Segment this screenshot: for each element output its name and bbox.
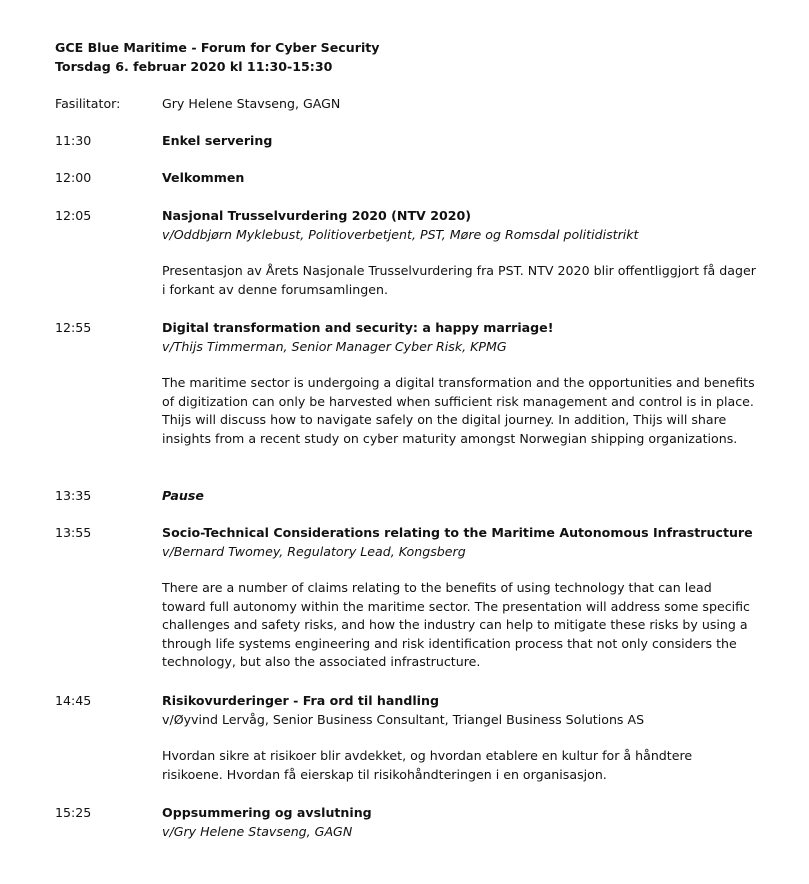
description-line: Hvordan sikre at risikoer blir avdekket, og hvordan etablere en kultur for å håndtere: [162, 748, 693, 763]
agenda-time: 12:00: [55, 170, 92, 185]
description-line: The maritime sector is undergoing a digital transformation and the opportunities and benefits: [162, 375, 755, 390]
agenda-title: Pause: [162, 488, 204, 503]
agenda-time: 12:05: [55, 208, 92, 223]
agenda-title: Digital transformation and security: a happy marriage!: [162, 320, 554, 335]
description-line: technology, but also the associated infrastructure.: [162, 654, 481, 670]
description-line: through life systems engineering and risk identification process that not only considers the: [162, 635, 737, 651]
agenda-time: 11:30: [55, 133, 92, 148]
event-title: GCE Blue Maritime - Forum for Cyber Security: [55, 40, 380, 55]
description-line: i forkant av denne forumsamlingen.: [162, 281, 388, 297]
description-line: Thijs will discuss how to navigate safely on the digital journey. In addition, Thijs will share: [162, 412, 727, 428]
agenda-speaker: v/Thijs Timmerman, Senior Manager Cyber Risk, KPMG: [162, 339, 507, 354]
agenda-time: 13:35: [55, 488, 92, 503]
agenda-speaker: v/Øyvind Lervåg, Senior Business Consultant, Triangel Business Solutions AS: [162, 712, 645, 727]
description-line: toward full autonomy within the maritime sector. The presentation will address some specific: [162, 598, 750, 614]
document-heading: [55, 38, 380, 76]
agenda-speaker: v/Oddbjørn Myklebust, Politioverbetjent, PST, Møre og Romsdal politidistrikt: [162, 227, 639, 242]
agenda-description: [162, 579, 762, 672]
facilitator-name: Gry Helene Stavseng, GAGN: [162, 96, 341, 111]
agenda-description: [162, 747, 762, 784]
agenda-speaker: v/Bernard Twomey, Regulatory Lead, Kongsberg: [162, 544, 466, 559]
description-line: of digitization can only be harvested when sufficient risk management and control is in place.: [162, 393, 754, 409]
description-line: There are a number of claims relating to the benefits of using technology that can lead: [162, 580, 712, 595]
agenda-time: 14:45: [55, 693, 92, 708]
description-line: insights from a recent study on cyber maturity amongst Norwegian shipping organizations.: [162, 430, 738, 446]
description-line: risikoene. Hvordan få eierskap til risikohåndteringen i en organisasjon.: [162, 766, 607, 782]
agenda-time: 15:25: [55, 805, 92, 820]
agenda-speaker: v/Gry Helene Stavseng, GAGN: [162, 824, 353, 839]
agenda-title: Socio-Technical Considerations relating to the Maritime Autonomous Infrastructure: [162, 525, 753, 540]
agenda-description: [162, 374, 762, 448]
agenda-time: 12:55: [55, 320, 92, 335]
agenda-title: Nasjonal Trusselvurdering 2020 (NTV 2020): [162, 208, 471, 223]
agenda-title: Enkel servering: [162, 133, 273, 148]
agenda-time: 13:55: [55, 525, 92, 540]
agenda-description: [162, 262, 762, 299]
agenda-title: Velkommen: [162, 170, 245, 185]
facilitator-label: Fasilitator:: [55, 96, 121, 111]
agenda-title: Oppsummering og avslutning: [162, 805, 372, 820]
description-line: Presentasjon av Årets Nasjonale Trusselvurdering fra PST. NTV 2020 blir offentliggjort få dager: [162, 263, 756, 278]
agenda-title: Risikovurderinger - Fra ord til handling: [162, 693, 439, 708]
event-date: Torsdag 6. februar 2020 kl 11:30-15:30: [55, 59, 333, 74]
description-line: challenges and safety risks, and how the industry can help to mitigate these risks by using a: [162, 617, 748, 633]
